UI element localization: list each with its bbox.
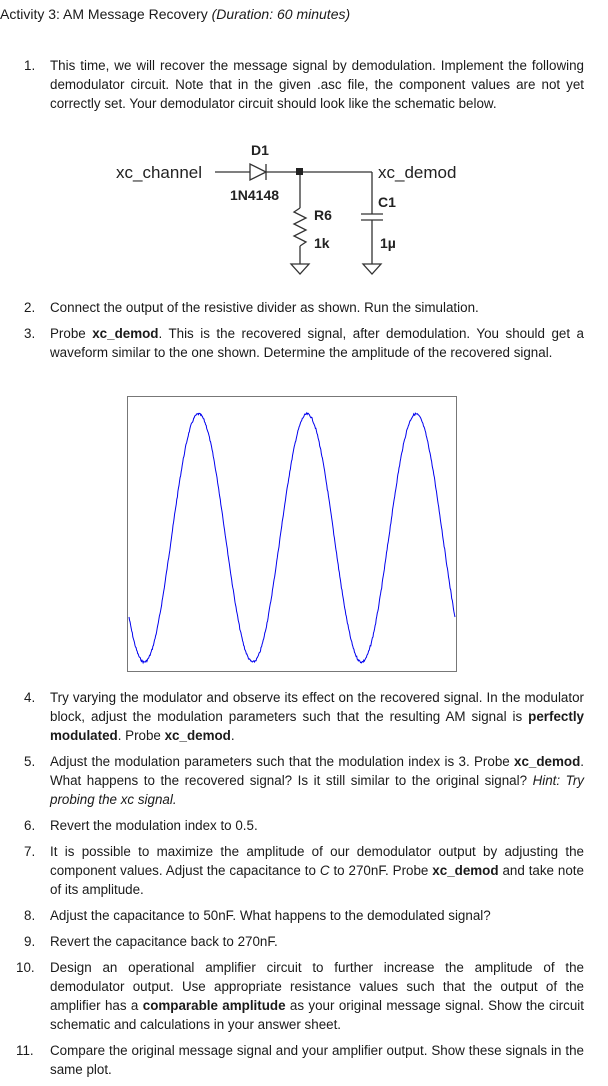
item-text: Adjust the capacitance to 50nF. What happens to the demodulated signal? [50,908,491,923]
input-net-label: xc_channel [116,163,203,182]
item-text: . [230,728,235,743]
item-text: Compare the original message signal and your amplifier output. Show these signals in the same plot. [50,1043,584,1077]
instruction-item [16,752,584,809]
item-text: Try varying the modulator and observe its effect on the recovered signal. In the modulator block, adjust the modulation parameters such that the resulting AM signal is [50,690,584,724]
item-text: . This is the recovered signal, after demodulation. You should get a waveform similar to the one shown. Determine the amplitude of the recovered signal. [50,326,585,360]
resistor-ref-label: R6 [314,207,332,223]
item-text: to 270nF. Probe [329,863,433,878]
bold-term: xc_demod [514,754,581,769]
item-text: Adjust the modulation parameters such that the modulation index is 3. Probe [50,754,515,769]
instruction-item [16,1041,584,1079]
instruction-list-part1 [16,56,584,120]
item-number: 8. [24,908,36,923]
instruction-list-part2 [16,298,584,369]
item-number: 2. [24,300,36,315]
item-text: as your original message signal. Show the circuit schematic and calculations in your answer sheet. [50,998,584,1032]
item-text: Connect the output of the resistive divider as shown. Run the simulation. [50,300,479,315]
instruction-item [16,958,584,1034]
item-number: 7. [24,844,36,859]
diode-ref-label: D1 [251,142,269,158]
activity-title [0,6,350,22]
item-text: . Probe [117,728,165,743]
instruction-list-part3 [16,688,584,1086]
item-text: Revert the modulation index to 0.5. [50,818,258,833]
bold-term: xc_demod [92,326,159,341]
item-text: It is possible to maximize the amplitude of our demodulator output by adjusting the component values. Adjust the capacitance to [50,844,584,878]
item-number: 6. [24,818,36,833]
item-text: Probe [50,326,93,341]
instruction-item [16,56,584,113]
output-net-label: xc_demod [378,163,457,182]
bold-term: xc_demod [432,863,499,878]
item-number: 10. [16,960,35,975]
item-text: This time, we will recover the message signal by demodulation. Implement the following demodulator circuit. Note that in the given .asc file, the component values are not yet correctly set. Your demodulator circuit should look like the schematic below. [50,58,584,111]
item-text: and take note of its amplitude. [50,863,584,897]
item-text: Design an operational amplifier circuit to further increase the amplitude of the demodulator output. Use appropriate resistance values such that the output of the amplifier has a [50,960,584,1013]
bold-term: comparable amplitude [142,998,286,1013]
instruction-item [16,324,584,362]
recovered-waveform-plot [127,396,457,672]
instruction-item [16,842,584,899]
bold-term: perfectly modulated [50,709,584,743]
demodulator-schematic [110,140,490,290]
activity-duration: (Duration: 60 minutes) [211,6,351,22]
instruction-item [16,932,584,951]
item-number: 11. [16,1043,34,1058]
instruction-item [16,688,584,745]
diode-model-label: 1N4148 [230,187,280,203]
item-text: Revert the capacitance back to 270nF. [50,934,278,949]
italic-text: Hint: Try probing the xc signal. [50,773,584,807]
capacitor-value-label: 1µ [380,235,396,251]
item-number: 3. [24,326,36,341]
instruction-item [16,906,584,925]
item-number: 4. [24,690,36,705]
resistor-value-label: 1k [314,235,330,251]
instruction-item [16,816,584,835]
item-number: 5. [24,754,36,769]
instruction-item [16,298,584,317]
item-number: 9. [24,934,36,949]
item-number: 1. [24,58,36,73]
activity-title-text: Activity 3: AM Message Recovery [0,6,208,22]
italic-text: C [319,863,330,878]
capacitor-ref-label: C1 [378,194,396,210]
bold-term: xc_demod [164,728,231,743]
item-text: . What happens to the recovered signal? Is it still similar to the original signal? [50,754,584,788]
